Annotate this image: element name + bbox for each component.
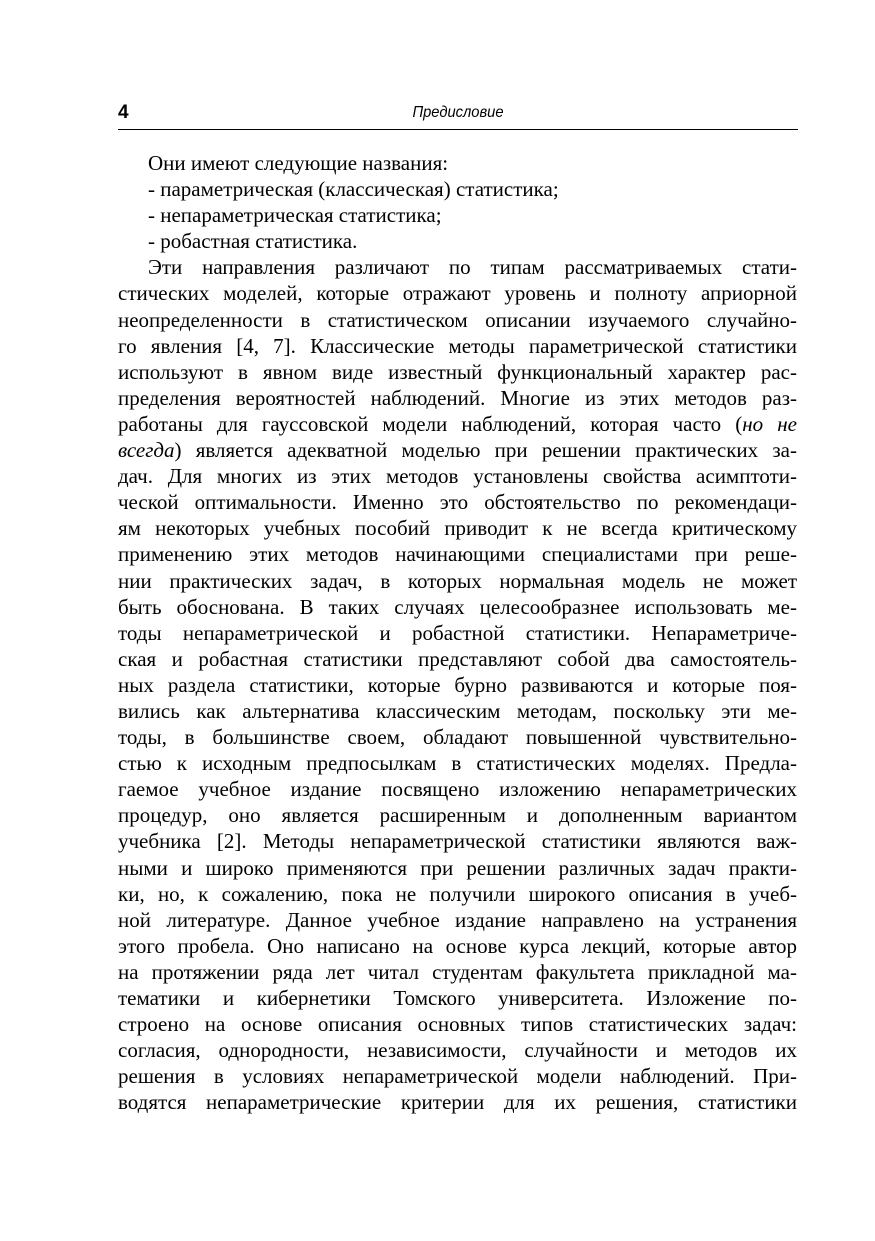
paragraph-line: ными и широко применяются при решении различных задач практи- <box>118 855 797 880</box>
paragraph-line <box>118 411 797 437</box>
list-item: - параметрическая (классическая) статистика; <box>148 177 559 202</box>
line-text: ) является адекватной моделью при решении практических за- <box>174 438 797 463</box>
running-title: Предисловие <box>412 104 504 121</box>
paragraph-line: неопределенности в статистическом описании изучаемого случайно- <box>118 307 797 332</box>
paragraph-line: ных раздела статистики, которые бурно развиваются и которые поя- <box>118 672 797 697</box>
paragraph-line: процедур, оно является расширенным и дополненным вариантом <box>118 803 797 828</box>
paragraph-line: тематики и кибернетики Томского университета. Изложение по- <box>118 986 797 1010</box>
paragraph-line: нии практических задач, в которых нормальная модель не может <box>118 568 797 593</box>
body-text <box>118 150 797 1115</box>
paragraph-line: водятся непараметрические критерии для их решения, статистики <box>118 1090 797 1115</box>
paragraph-line: применению этих методов начинающими специалистами при реше- <box>118 542 797 567</box>
paragraph-line: пределения вероятностей наблюдений. Многие из этих методов раз- <box>118 385 797 410</box>
intro-line: Они имеют следующие названия: <box>148 151 449 175</box>
list-item: - робастная статистика. <box>148 229 358 254</box>
page-number: 4 <box>118 102 129 123</box>
paragraph-line: вились как альтернатива классическим методам, поскольку эти ме- <box>118 698 797 723</box>
paragraph-line: быть обоснована. В таких случаях целесообразнее использовать ме- <box>118 594 797 619</box>
paragraph-line: ческой оптимальности. Именно это обстоятельство по рекомендаци- <box>118 490 797 515</box>
paragraph-line: го явления [4, 7]. Классические методы параметрической статистики <box>118 333 797 358</box>
paragraph-line: стических моделей, которые отражают уровень и полноту априорной <box>118 281 797 306</box>
paragraph-line: учебника [2]. Методы непараметрической статистики являются важ- <box>118 829 797 854</box>
paragraph-line: решения в условиях непараметрической модели наблюдений. При- <box>118 1064 797 1089</box>
emphasis-text: всегда <box>118 438 175 463</box>
paragraph-line: Эти направления различают по типам рассматриваемых стати- <box>148 255 797 280</box>
line-text: работаны для гауссовской модели наблюдений, которая часто ( <box>118 411 743 436</box>
paragraph-line: используют в явном виде известный функциональный характер рас- <box>118 359 797 384</box>
paragraph-line: тоды, в большинстве своем, обладают повышенной чувствительно- <box>118 725 797 750</box>
page-header <box>118 100 798 128</box>
list-item: - непараметрическая статистика; <box>148 203 442 228</box>
emphasis-text: но не <box>742 411 797 436</box>
paragraph-line: тоды непараметрической и робастной статистики. Непараметриче- <box>118 620 797 645</box>
paragraph-line: этого пробела. Оно написано на основе курса лекций, которые автор <box>118 933 797 958</box>
paragraph-line: ская и робастная статистики представляют собой два самостоятель- <box>118 646 797 671</box>
paragraph-line: на протяжении ряда лет читал студентам факультета прикладной ма- <box>118 959 797 984</box>
header-rule <box>118 129 798 130</box>
paragraph-line: согласия, однородности, независимости, случайности и методов их <box>118 1038 797 1063</box>
paragraph-line: ям некоторых учебных пособий приводит к не всегда критическому <box>118 516 797 541</box>
paragraph-line: ной литературе. Данное учебное издание направлено на устранения <box>118 907 797 932</box>
paragraph-line: стью к исходным предпосылкам в статистических моделях. Предла- <box>118 751 797 776</box>
paragraph-line: гаемое учебное издание посвящено изложению непараметрических <box>118 777 797 802</box>
paragraph-line: дач. Для многих из этих методов установлены свойства асимптоти- <box>118 464 797 489</box>
paragraph-line: строено на основе описания основных типов статистических задач: <box>118 1012 797 1037</box>
paragraph-line: ки, но, к сожалению, пока не получили широкого описания в учеб- <box>118 881 797 906</box>
paragraph-line <box>118 437 797 463</box>
